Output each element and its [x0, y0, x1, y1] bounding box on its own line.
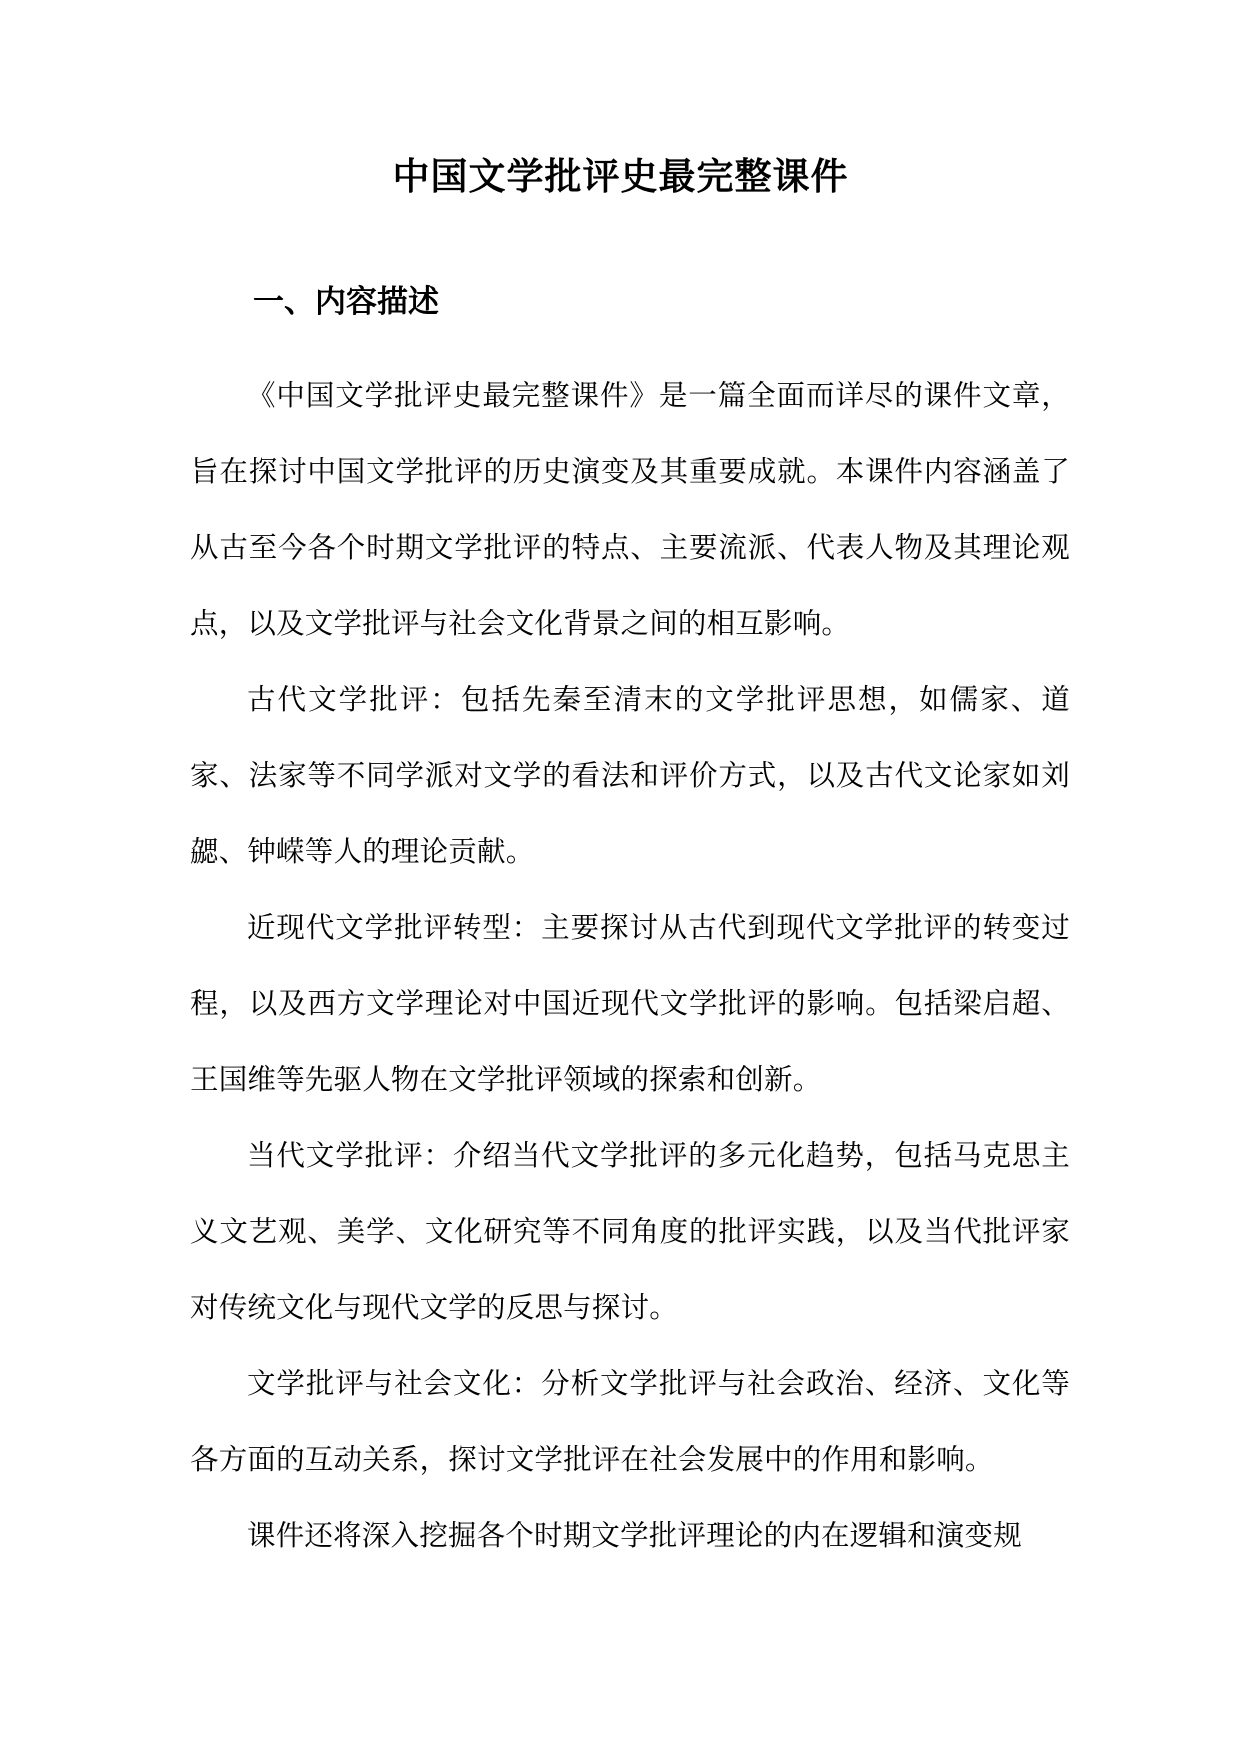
- paragraph-criticism-and-society: 文学批评与社会文化：分析文学批评与社会政治、经济、文化等各方面的互动关系，探讨文学批评在社会发展中的作用和影响。: [190, 1367, 1070, 1476]
- document-body: [190, 358, 1070, 1574]
- document-title: 中国文学批评史最完整课件: [392, 154, 849, 198]
- paragraph-modern-transition: 近现代文学批评转型：主要探讨从古代到现代文学批评的转变过程，以及西方文学理论对中国近现代文学批评的影响。包括梁启超、王国维等先驱人物在文学批评领域的探索和创新。: [190, 911, 1070, 1096]
- paragraph-contemporary-criticism: 当代文学批评：介绍当代文学批评的多元化趋势，包括马克思主义文艺观、美学、文化研究等不同角度的批评实践，以及当代批评家对传统文化与现代文学的反思与探讨。: [190, 1139, 1070, 1324]
- paragraph-intro: 《中国文学批评史最完整课件》是一篇全面而详尽的课件文章，旨在探讨中国文学批评的历史演变及其重要成就。本课件内容涵盖了从古至今各个时期文学批评的特点、主要流派、代表人物及其理论观点，以及文学批评与社会文化背景之间的相互影响。: [190, 379, 1070, 640]
- paragraph-courseware-logic: 课件还将深入挖掘各个时期文学批评理论的内在逻辑和演变规: [247, 1519, 1022, 1552]
- paragraph-ancient-criticism: 古代文学批评：包括先秦至清末的文学批评思想，如儒家、道家、法家等不同学派对文学的看法和评价方式，以及古代文论家如刘勰、钟嵘等人的理论贡献。: [190, 683, 1070, 868]
- section-heading: 一、内容描述: [253, 284, 439, 320]
